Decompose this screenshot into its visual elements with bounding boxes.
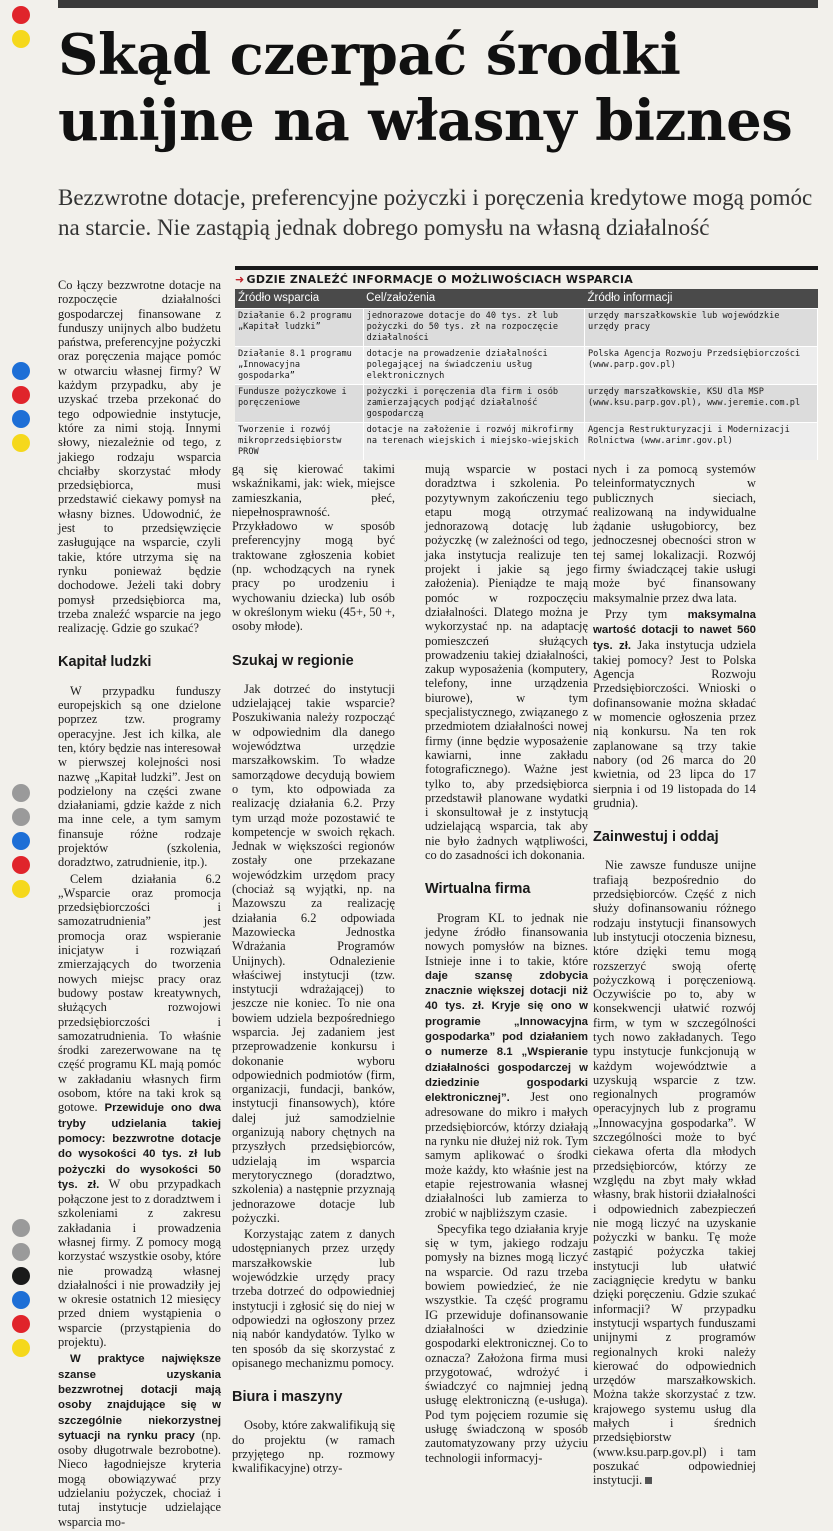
table-cell: urzędy marszałkowskie, KSU dla MSP (www.ksu.parp.gov.pl), www.jeremie.com.pl [584, 385, 817, 423]
top-rule [58, 0, 818, 8]
table-cell: jednorazowe dotacje do 40 tys. zł lub pożyczki do 50 tys. zł na rozpoczęcie działalności [363, 309, 584, 347]
body-text: W obu przypadkach połączone jest to z doradztwem i szkoleniami z zakresu zakładania i prowadzenia własnej firmy. Z pomocy mogą korzystać wszystkie osoby, które nie prowadzą własnej działalności i nie prowadziły jej w okresie ostatnich 12 miesięcy przed dniem wystąpienia o wsparcie (przystąpienia do projektu). [58, 1176, 221, 1350]
table-cell: Agencja Restrukturyzacji i Modernizacji Rolnictwa (www.arimr.gov.pl) [584, 423, 817, 461]
blue-dot [12, 1291, 30, 1309]
gray-dot [12, 1243, 30, 1261]
table-cell: Działanie 8.1 programu „Innowacyjna gospodarka” [235, 347, 363, 385]
registration-dots-middle [12, 780, 36, 904]
blue-dot [12, 832, 30, 850]
info-box [235, 266, 818, 456]
body-paragraph: Specyfika tego działania kryje się w tym, jakiego rodzaju pomysły na biznes mogą liczyć na wsparcie. Od razu trzeba bowiem powiedzieć, że nie wszystkie. Ta część programu IG przewiduje dofinansowanie działalności w dziedzinie gospodarki elektronicznej. Co to oznacza? Założona firma musi przygotować, wdrożyć i świadczyć co najmniej jedną usługę elektroniczną (e-usługa). Pod tym pojęciem rozumie się usługę świadczoną w sposób zautomatyzowany przy użyciu technologii informacyj- [425, 1221, 588, 1465]
body-paragraph: Jak dotrzeć do instytucji udzielającej takie wsparcie? Poszukiwania należy rozpocząć w odpowiednim dla danego województwa urzędzie marszałkowskim. To władze samorządowe decydują bowiem o tym, kto odpowiada za realizację działania 6.2. Przy tym urząd może pozostawić te kompetencje w swoich rękach. Jednak w większości regionów zostały one przekazane wojewódzkim urzędom pracy (chociaż są wyjątki, np. na Mazowszu za realizację działania 6.2 odpowiada Mazowiecka Jednostka Wdrażania Programów Unijnych). Odnalezienie właściwej instytucji (tzw. instytucji wdrażającej) to jeszcze nie koniec. To nie ona bowiem udziela bezpośredniego wsparcia. Jej zadaniem jest przeprowadzenie konkursu i dokonanie wyboru odpowiednich podmiotów (firm, organizacji, fundacji, banków, instytucji finansowych), które dalej już samodzielnie organizują nabory chętnych na przyszłych przedsiębiorców, udzielają im wsparcia merytorycznego (doradztwo, szkolenia) a następnie przyznają jednorazowe dotacje lub pożyczki. [232, 681, 395, 1225]
table-cell: Fundusze pożyczkowe i poręczeniowe [235, 385, 363, 423]
body-paragraph: Korzystając zatem z danych udostępnianych przez urzędy marszałkowskie lub wojewódzkie urzędy pracy trzeba dotrzeć do odpowiedniej instytucji i zgłosić się do niej w odpowiedzi na ogłoszony przez nią nabór kandydatów. Tylko w ten sposób da się skorzystać z opisanego mechanizmu pomocy. [232, 1227, 395, 1370]
section-heading-wirtualna: Wirtualna firma [425, 881, 531, 898]
table-header-goal: Cel/założenia [363, 289, 584, 309]
body-paragraph: Osoby, które zakwalifikują się do projektu (w ramach przyjętego np. rozmowy kwalifikacyjne) otrzy- [232, 1418, 395, 1476]
table-row [235, 347, 818, 385]
article-column-1 [58, 278, 221, 1531]
section-heading-region: Szukaj w regionie [232, 652, 354, 669]
section-heading-kapital: Kapitał ludzki [58, 654, 152, 671]
blue-dot [12, 362, 30, 380]
body-text: Jaka instytucja udziela takiej pomocy? Jest to Polska Agencja Rozwoju Przedsiębiorczości. Wnioski o dofinansowanie można składać w momencie ogłoszenia przez nią konkursu. Na ten rok zaplanowane są trzy takie nabory (od 26 marca do 20 kwietnia, od 23 lipca do 17 sierpnia i od 19 listopada do 14 grudnia). [593, 637, 756, 810]
table-row [235, 423, 818, 461]
table-cell: pożyczki i poręczenia dla firm i osób zamierzających podjąć działalność gospodarczą [363, 385, 584, 423]
table-cell: Działanie 6.2 programu „Kapitał ludzki” [235, 309, 363, 347]
article-column-4 [593, 462, 756, 1489]
table-header-source: Źródło wsparcia [235, 289, 363, 309]
article-column-3 [425, 462, 588, 1467]
yellow-dot [12, 1339, 30, 1357]
body-text: Program KL to jednak nie jedyne źródło finansowania nowych pomysłów na biznes. Istnieje inne i to takie, które [425, 910, 588, 968]
body-paragraph [593, 858, 756, 1487]
table-row [235, 309, 818, 347]
black-dot [12, 1267, 30, 1285]
blue-dot [12, 410, 30, 428]
gray-dot [12, 1219, 30, 1237]
red-dot [12, 6, 30, 24]
body-text: (np. osoby długotrwale bezrobotne). Nieco łagodniejsze kryteria mogą obowiązywać przy udzielaniu pożyczek, chociaż i tutaj instytucje udzielające wsparcia mo- [58, 1427, 221, 1529]
body-text: Przy tym [605, 606, 668, 621]
yellow-dot [12, 880, 30, 898]
bold-text: maksymalna wartość dotacji to nawet 560 tys. zł. [593, 608, 756, 652]
yellow-dot [12, 30, 30, 48]
body-paragraph: gą się kierować takimi wskaźnikami, jak: wiek, miejsce zamieszkania, płeć, niepełnosprawność. Przykładowo w sposób preferencyjny mogą być traktowane zgłoszenia kobiet (np. wchodzących na rynek pracy po urodzeniu i wychowaniu dziecka) lub osób w określonym wieku (45+, 50 +, osoby młode). [232, 462, 395, 634]
gray-dot [12, 784, 30, 802]
bold-text: daje szansę zdobycia znacznie większej dotacji niż 40 tys. zł. Kryje się ono w programie „Innowacyjna gospodarka” pod działaniem o numerze 8.1 „Wspieranie działalności gospodarczej w dziedzinie gospodarki elektronicznej”. [425, 969, 588, 1105]
bold-text: Przewiduje ono dwa tryby udzielania takiej pomocy: bezzwrotne dotacje do wysokości 40 tys. zł lub pożyczki do wysokości 50 tys. zł. [58, 1102, 221, 1191]
body-paragraph: W przypadku funduszy europejskich są one dzielone poprzez tzw. programy operacyjne. Jest ich kilka, ale ten, który będzie nas interesował w pierwszej kolejności nosi nazwę „Kapitał ludzki”. Jest on podzielony na części zwane działaniami, gdzie każde z nich ma inne cele, a tym samym finansuje różne rodzaje projektów (szkolenia, doradztwo, zatrudnienie, itp.). [58, 683, 221, 870]
headline: Skąd czerpać środki unijne na własny biznes [58, 22, 793, 154]
red-dot [12, 1315, 30, 1333]
body-text: Nie zawsze fundusze unijne trafiają bezpośrednio do przedsiębiorców. Część z nich służy dofinansowaniu różnego rodzaju instytucji finansowych lub instytucji otoczenia biznesu, które dzięki temu mogą rozszerzyć swoją ofertę pożyczkową i poręczeniową. Oczywiście po to, aby w konsekwencji ułatwić rozwój firm, w tym w szczególności tych nowo zakładanych. Tego typu instytucje funkcjonują w każdym województwie a uzyskują wsparcie z tzw. regionalnych programów operacyjnych lub z programu „Innowacyjna gospodarka”. W szczególności może to być ciekawa oferta dla młodych przedsiębiorców, którzy ze względu na zbyt mały wkład własny, brak historii działalności i odpowiednich zabezpieczeń nie mogą liczyć na uzyskanie pożyczki w banku. Tę może zastąpić pożyczka takiej instytucji lub ułatwić zaciągnięcie kredytu w banku dzięki poręczeniu. Gdzie szukać informacji? W przypadku instytucji wspartych funduszami unijnymi z programów regionalnych kroki należy kierować do odpowiednich urzędów marszałkowskich. Można także skorzystać z tzw. krajowego systemu usług dla małych i średnich przedsiębiorstw (www.ksu.parp.gov.pl) i tam poszukać odpowiedniej instytucji. [593, 858, 756, 1488]
bold-text: W praktyce największe szanse uzyskania bezzwrotnej dotacji mają osoby znajdujące się w szczególnie niekorzystnej sytuacji na rynku pracy [58, 1353, 221, 1442]
end-mark-icon [645, 1477, 652, 1484]
body-paragraph [58, 1351, 221, 1529]
section-heading-biura: Biura i maszyny [232, 1389, 343, 1406]
table-cell: urzędy marszałkowskie lub wojewódzkie urzędy pracy [584, 309, 817, 347]
body-text: Celem działania 6.2 „Wsparcie oraz promocja przedsiębiorczości i samozatrudnienia” jest promocja oraz wspieranie inicjatyw i rozwiązań zmierzających do tworzenia nowych miejsc pracy oraz budowy postaw kreatywnych, służących rozwojowi przedsiębiorczości i samozatrudnienia. To właśnie środki zarezerwowane na tę część programu KL mają pomóc w zakładaniu własnych firm osobom, które na taki krok są gotowe. [58, 871, 221, 1115]
section-heading-zainwestuj: Zainwestuj i oddaj [593, 829, 719, 846]
registration-dots-upper [12, 358, 36, 458]
yellow-dot [12, 434, 30, 452]
arrow-icon: ➜ [235, 273, 245, 286]
body-paragraph: mują wsparcie w postaci doradztwa i szkolenia. Po pozytywnym zakończeniu tego etapu mogą otrzymać jednorazową dotację lub pożyczkę (w zależności od tego, jaka instytucja realizuje ten projekt i jakie są jego założenia). Pieniądze te mają pomóc w rozpoczęciu działalności. Dlatego można je wykorzystać np. na adaptację pomieszczeń służących prowadzeniu takiej działalności, zakup wyposażenia (komputery, telefony, inne urządzenia biurowe), w tym specjalistycznego, związanego z przedmiotem działalności nowej firmy (inne będzie wyposażenie kawiarni, inne zakładu fotograficznego). Ważne jest tylko to, aby przedsiębiorca przedstawił planowane wydatki i skonsultował je z instytucją udzielającą wsparcia, tak aby nie było żadnych wątpliwości, co do zasadności ich dokonania. [425, 462, 588, 863]
table-cell: Tworzenie i rozwój mikroprzedsiębiorstw PROW [235, 423, 363, 461]
table-cell: Polska Agencja Rozwoju Przedsiębiorczości (www.parp.gov.pl) [584, 347, 817, 385]
intro-paragraph: Co łączy bezzwrotne dotacje na rozpoczęcie działalności gospodarczej finansowane z funduszy unijnych albo budżetu państwa, preferencyjne pożyczki oraz poręczenia mające pomóc w otwarciu własnej firmy? W każdym przypadku, aby je uzyskać trzeba przekonać do tego odpowiednie instytucje, które za nimi stoją. Innymi słowy, niezależnie od tego, z jakiego rodzaju wsparcia chciałby skorzystać młody przedsiębiorca, musi przedstawić ciekawy pomysł na własny biznes. Udowodnić, że jest to przedsięwzięcie zasługujące na wsparcie, czyli takie, które utrzyma się na rynku ponieważ będzie dochodowe. Jeżeli taki dobry pomysł przedsiębiorca ma, trzeba znaleźć wsparcie na jego realizację. Gdzie go szukać? [58, 278, 221, 636]
red-dot [12, 856, 30, 874]
table-cell: dotacje na założenie i rozwój mikrofirmy na terenach wiejskich i miejsko-wiejskich [363, 423, 584, 461]
info-box-title [235, 270, 818, 289]
info-table [235, 289, 818, 460]
body-text: Jest ono adresowane do mikro i małych przedsiębiorców, którzy działają na rynku nie dłużej niż rok. Tym samym aplikować o środki może każdy, kto właśnie jest na etapie rejestrowania własnej działalności lub zamierza to zrobić w najbliższym czasie. [425, 1090, 588, 1220]
gray-dot [12, 808, 30, 826]
lead-paragraph: Bezzwrotne dotacje, preferencyjne pożyczki i poręczenia kredytowe mogą pomóc na starcie. Nie zastąpią jednak dobrego pomysłu na własną działalność [58, 185, 813, 240]
body-paragraph: nych i za pomocą systemów teleinformatycznych w publicznych sieciach, realizowaną na indywidualne żądanie usługobiorcy, bez jednoczesnej obecności stron w tej samej lokalizacji. Rozwój firmy świadczącej takie usługi może być finansowany maksymalnie przez dwa lata. [593, 462, 756, 605]
table-row [235, 385, 818, 423]
body-paragraph [425, 911, 588, 1220]
red-dot [12, 386, 30, 404]
registration-dots-bottom [12, 1215, 36, 1363]
info-box-title-text: GDZIE ZNALEŹĆ INFORMACJE O MOŻLIWOŚCIACH WSPARCIA [246, 273, 634, 286]
body-paragraph [593, 607, 756, 810]
article-column-2 [232, 462, 395, 1478]
registration-dots-top [12, 2, 36, 54]
body-paragraph [58, 872, 221, 1350]
table-cell: dotacje na prowadzenie działalności polegającej na świadczeniu usług elektronicznych [363, 347, 584, 385]
table-header-info: Źródło informacji [584, 289, 817, 309]
